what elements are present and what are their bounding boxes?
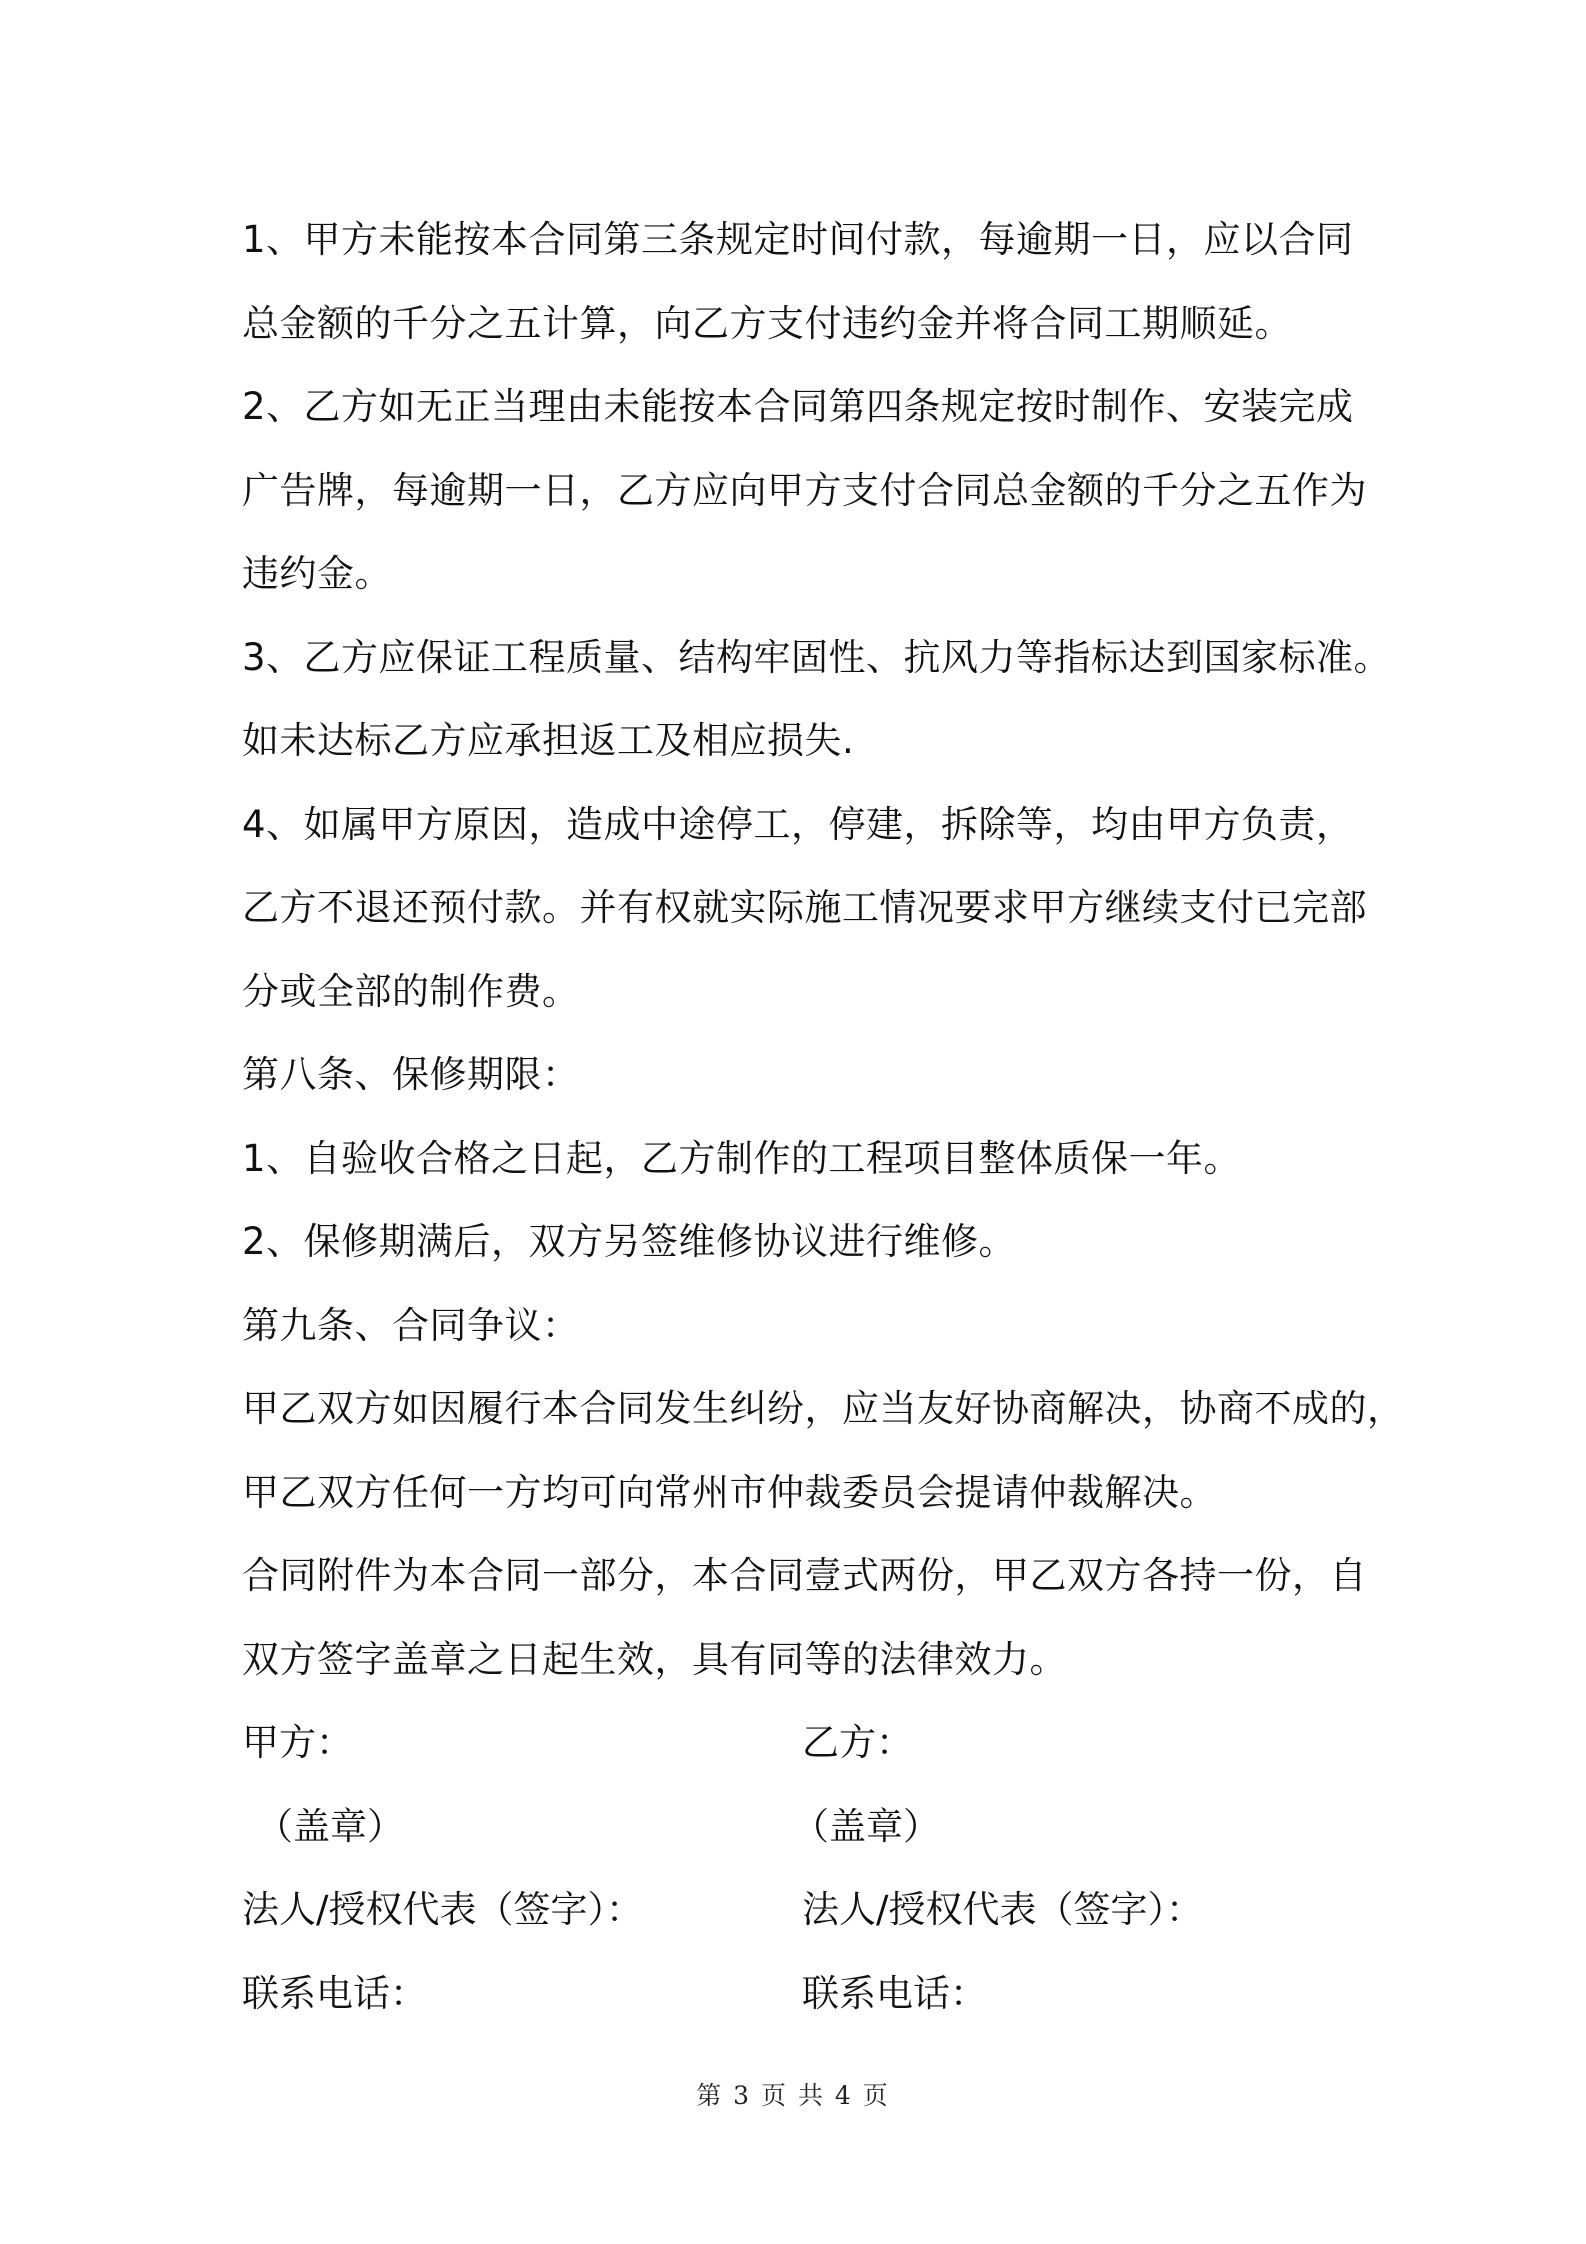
party-b-representative: 法人/授权代表（签字）： <box>802 1888 1203 1931</box>
clause-line: 双方签字盖章之日起生效，具有同等的法律效力。 <box>242 1637 1067 1681</box>
signature-rep-row <box>242 1868 1362 1952</box>
clause-line: 广告牌，每逾期一日，乙方应向甲方支付合同总金额的千分之五作为 <box>242 468 1367 512</box>
page-number-footer: 第 3 页 共 4 页 <box>696 2081 890 2110</box>
clause-line: 3、乙方应保证工程质量、结构牢固性、抗风力等指标达到国家标准。 <box>242 635 1392 679</box>
clause-line: 甲乙双方任何一方均可向常州市仲裁委员会提请仲裁解决。 <box>242 1470 1217 1514</box>
party-a-phone: 联系电话： <box>242 1971 427 2015</box>
clause-line: 甲乙双方如因履行本合同发生纠纷，应当友好协商解决，协商不成的， <box>242 1387 1405 1430</box>
party-a-seal: （盖章） <box>256 1804 404 1848</box>
clause-line: 如未达标乙方应承担返工及相应损失. <box>242 719 855 762</box>
clause-line: 合同附件为本合同一部分，本合同壹式两份，甲乙双方各持一份，自 <box>242 1554 1367 1597</box>
clause-line: 4、如属甲方原因，造成中途停工，停建，拆除等，均由甲方负责， <box>242 802 1354 846</box>
clause-line: 违约金。 <box>242 552 392 595</box>
signature-phone-row <box>242 1952 1362 2036</box>
party-b-phone: 联系电话： <box>802 1971 987 2015</box>
clause-line: 2、保修期满后，双方另签维修协议进行维修。 <box>242 1220 1017 1263</box>
clause-line: 1、自验收合格之日起，乙方制作的工程项目整体质保一年。 <box>242 1136 1242 1180</box>
clause-line: 2、乙方如无正当理由未能按本合同第四条规定按时制作、安装完成 <box>242 385 1354 428</box>
party-b-label: 乙方： <box>802 1721 913 1764</box>
signature-seal-row <box>242 1785 1362 1869</box>
party-a-representative: 法人/授权代表（签字）： <box>242 1888 643 1931</box>
signature-party-row <box>242 1701 1362 1785</box>
party-b-seal: （盖章） <box>792 1804 940 1848</box>
clause-line: 1、甲方未能按本合同第三条规定时间付款，每逾期一日，应以合同 <box>242 218 1354 261</box>
clause-line: 分或全部的制作费。 <box>242 969 580 1013</box>
clause-line: 总金额的千分之五计算，向乙方支付违约金并将合同工期顺延。 <box>242 301 1292 345</box>
contract-body <box>242 198 1405 2035</box>
clause-line: 乙方不退还预付款。并有权就实际施工情况要求甲方继续支付已完部 <box>242 886 1367 929</box>
party-a-label: 甲方： <box>242 1721 353 1764</box>
article-heading-warranty: 第八条、保修期限： <box>242 1053 580 1096</box>
article-heading-dispute: 第九条、合同争议： <box>242 1303 580 1347</box>
